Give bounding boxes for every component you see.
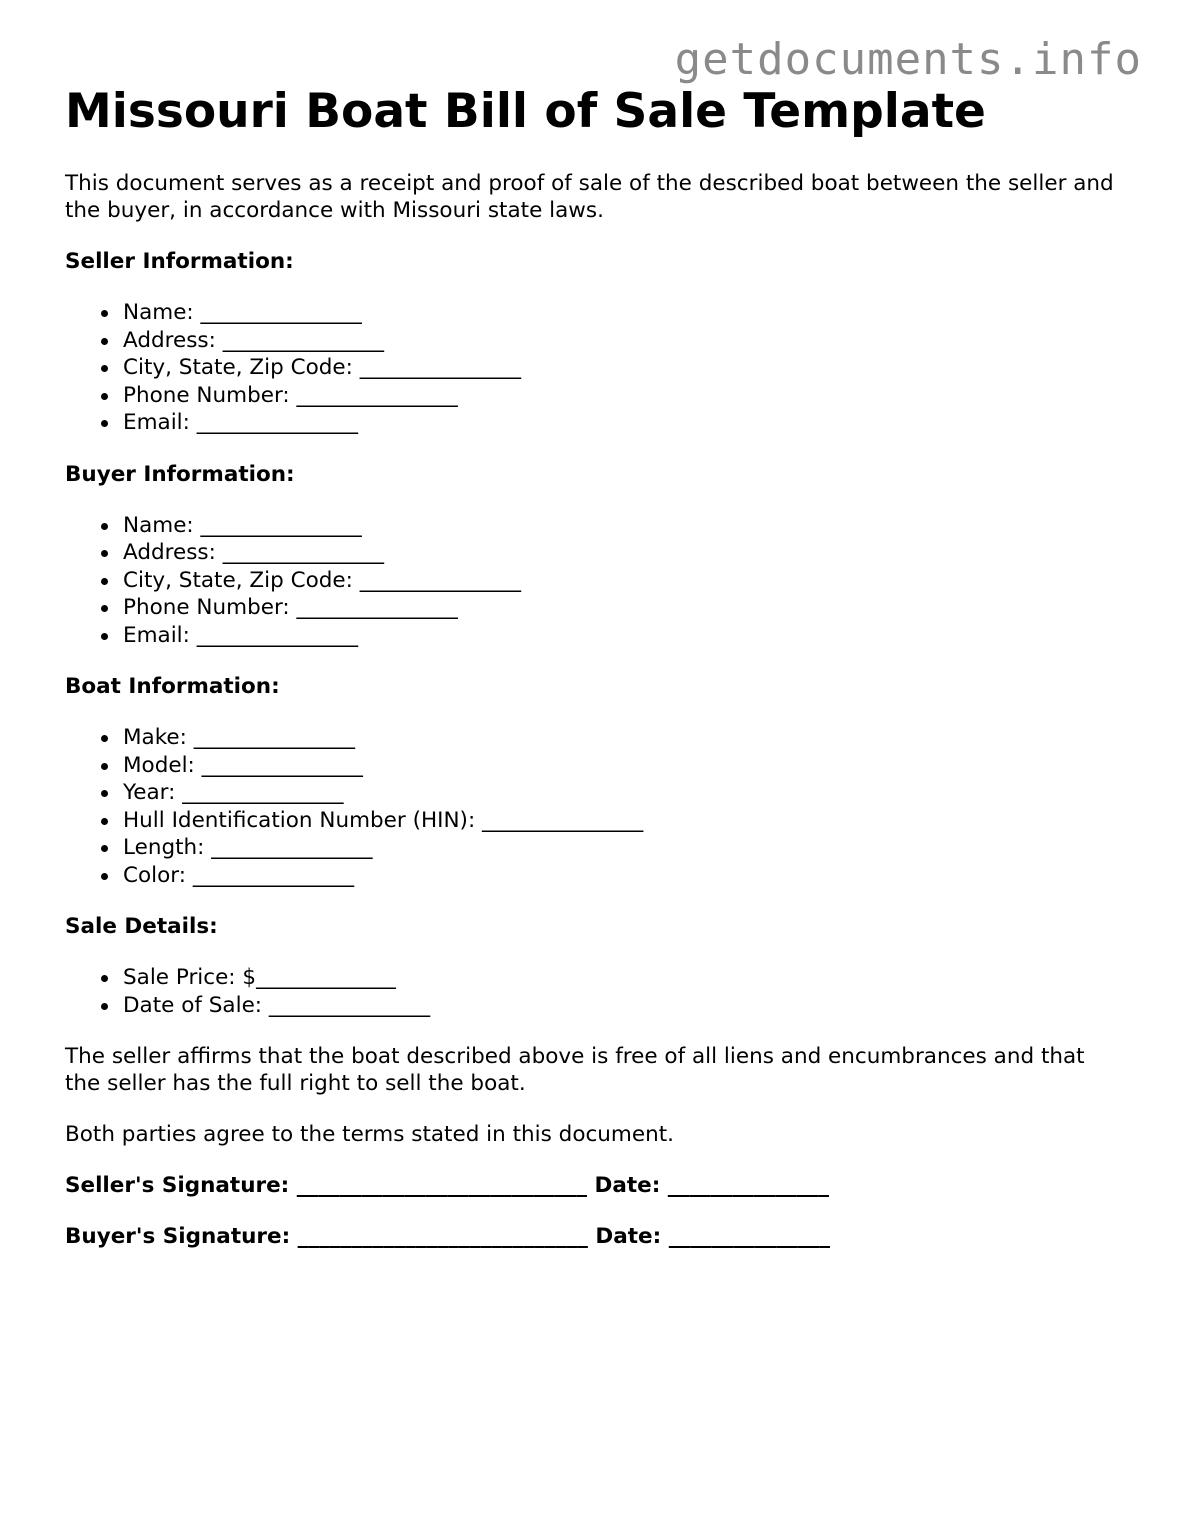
buyer-signature-line: Buyer's Signature: ___________________________ Date: _______________ [65,1224,830,1249]
seller-name-field: Name: _______________ [123,299,1125,327]
boat-year-field: Year: _______________ [123,779,1125,807]
page-title: Missouri Boat Bill of Sale Template [65,84,986,139]
intro-paragraph: This document serves as a receipt and proof of sale of the described boat between the seller and the buyer, in accordance with Missouri state laws. [65,171,1114,223]
buyer-info-list [65,512,1125,650]
boat-hin-field: Hull Identification Number (HIN): _______________ [123,807,1125,835]
boat-make-field: Make: _______________ [123,724,1125,752]
seller-email-field: Email: _______________ [123,409,1125,437]
seller-city-state-zip-field: City, State, Zip Code: _______________ [123,354,1125,382]
sale-price-field: Sale Price: $_____________ [123,964,1125,992]
buyer-phone-field: Phone Number: _______________ [123,594,1125,622]
document-body [65,84,1125,1250]
buyer-city-state-zip-field: City, State, Zip Code: _______________ [123,567,1125,595]
seller-address-field: Address: _______________ [123,327,1125,355]
sale-section-heading: Sale Details: [65,914,218,939]
seller-section-heading: Seller Information: [65,249,294,274]
buyer-section-heading: Buyer Information: [65,461,295,487]
boat-model-field: Model: _______________ [123,752,1125,780]
buyer-address-field: Address: _______________ [123,539,1125,567]
seller-signature-line: Seller's Signature: ___________________________ Date: _______________ [65,1173,830,1198]
boat-color-field: Color: _______________ [123,862,1125,890]
watermark: getdocuments.info [674,34,1142,85]
sale-details-list [65,964,1125,1019]
buyer-name-field: Name: _______________ [123,512,1125,540]
sale-date-field: Date of Sale: _______________ [123,992,1125,1020]
boat-length-field: Length: _______________ [123,834,1125,862]
affirmation-paragraph: The seller affirms that the boat described above is free of all liens and encumbrances and that the seller has the full right to sell the boat. [65,1044,1085,1096]
agreement-paragraph: Both parties agree to the terms stated in this document. [65,1122,674,1147]
seller-info-list [65,299,1125,437]
buyer-email-field: Email: _______________ [123,622,1125,650]
boat-info-list [65,724,1125,889]
seller-phone-field: Phone Number: _______________ [123,382,1125,410]
boat-section-heading: Boat Information: [65,674,280,699]
